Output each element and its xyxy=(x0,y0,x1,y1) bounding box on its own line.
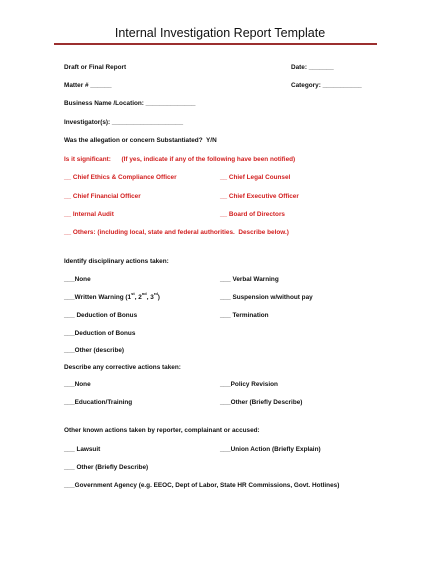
other-known-other: ___ Other (Briefly Describe) xyxy=(64,464,149,471)
disciplinary-deduction-bonus-1: ___ Deduction of Bonus xyxy=(64,312,138,319)
option-internal-audit: __ Internal Audit xyxy=(64,211,114,218)
business-name-field: Business Name /Location: ______________ xyxy=(64,100,196,107)
matter-field: Matter # ______ xyxy=(64,82,112,89)
other-known-government-agency: ___Government Agency (e.g. EEOC, Dept of Labor, State HR Commissions, Govt. Hotlines) xyxy=(64,482,340,489)
corrective-policy-revision: ___Policy Revision xyxy=(220,381,278,388)
other-known-lawsuit: ___ Lawsuit xyxy=(64,446,101,453)
other-known-heading: Other known actions taken by reporter, complainant or accused: xyxy=(64,427,260,434)
disciplinary-suspension: ___ Suspension w/without pay xyxy=(220,294,313,301)
disciplinary-termination: ___ Termination xyxy=(220,312,269,319)
category-field: Category: ___________ xyxy=(291,82,362,89)
option-chief-executive: __ Chief Executive Officer xyxy=(220,193,299,200)
title-divider xyxy=(54,43,377,45)
other-known-union-action: ___Union Action (Briefly Explain) xyxy=(220,446,321,453)
disciplinary-written-warning: ___Written Warning (1st, 2nd, 3rd) xyxy=(64,291,160,301)
option-chief-financial: __ Chief Financial Officer xyxy=(64,193,141,200)
investigators-field: Investigator(s): ____________________ xyxy=(64,119,184,126)
corrective-none: ___None xyxy=(64,381,91,388)
option-board-of-directors: __ Board of Directors xyxy=(220,211,285,218)
disciplinary-heading: Identify disciplinary actions taken: xyxy=(64,258,169,265)
disciplinary-deduction-bonus-2: ___Deduction of Bonus xyxy=(64,330,136,337)
substantiated-question: Was the allegation or concern Substantiated? Y/N xyxy=(64,137,217,144)
draft-or-final-field: Draft or Final Report xyxy=(64,64,127,71)
option-chief-ethics: __ Chief Ethics & Compliance Officer xyxy=(64,174,177,181)
page-title: Internal Investigation Report Template xyxy=(114,26,326,40)
disciplinary-verbal-warning: ___ Verbal Warning xyxy=(220,276,279,283)
corrective-other: ___Other (Briefly Describe) xyxy=(220,399,303,406)
option-others: __ Others: (including local, state and federal authorities. Describe below.) xyxy=(64,229,289,236)
disciplinary-none: ___None xyxy=(64,276,91,283)
significance-prompt: Is it significant: (If yes, indicate if any of the following have been notified) xyxy=(64,156,296,163)
corrective-heading: Describe any corrective actions taken: xyxy=(64,364,181,371)
date-field: Date: _______ xyxy=(291,64,334,71)
option-chief-legal: __ Chief Legal Counsel xyxy=(220,174,291,181)
corrective-education-training: ___Education/Training xyxy=(64,399,133,406)
disciplinary-other: ___Other (describe) xyxy=(64,347,125,354)
